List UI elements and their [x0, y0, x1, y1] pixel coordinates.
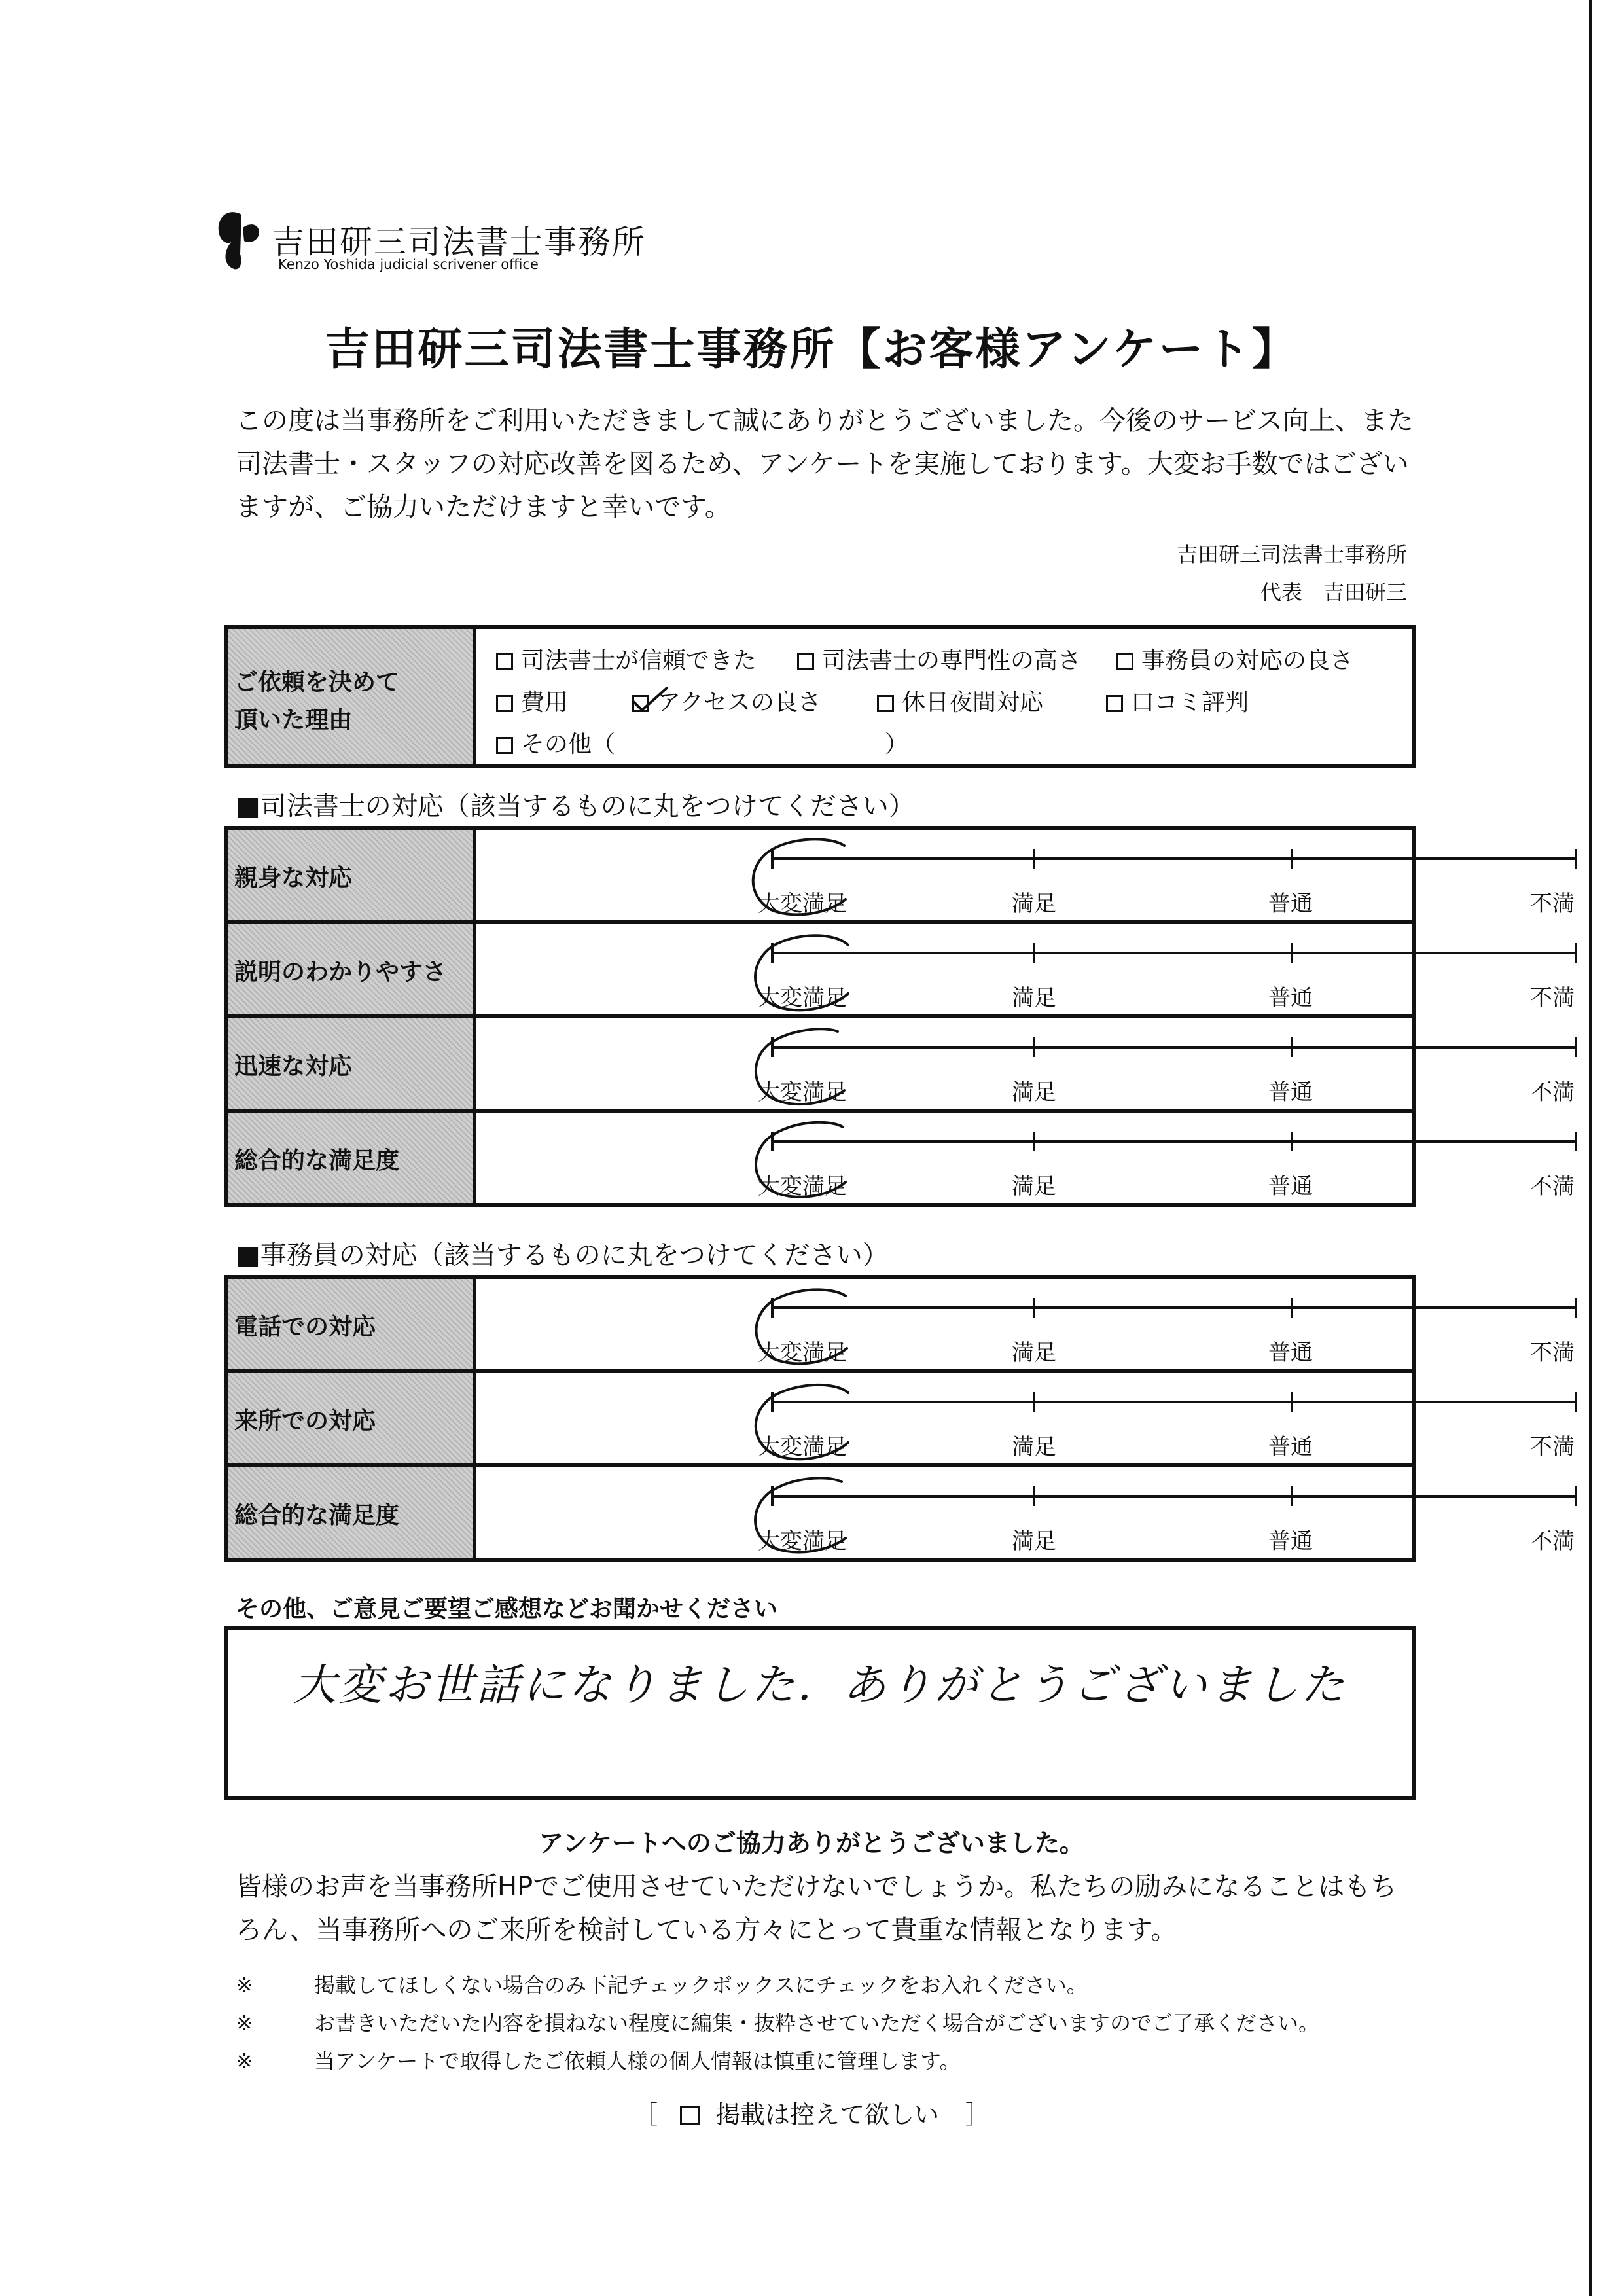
intro-paragraph: この度は当事務所をご利用いただきまして誠にありがとうございました。今後のサービス向上、また司法書士・スタッフの対応改善を図るため、アンケートを実施しております。大変お手数ではございますが、ご協力いただけますと幸いです。	[236, 406, 1414, 522]
checkbox[interactable]	[1106, 695, 1123, 712]
scale-label: 大変満足	[758, 1528, 847, 1554]
butterfly-logo-icon	[213, 208, 265, 274]
checkbox[interactable]	[877, 695, 894, 712]
scale-label: 普通	[1268, 1174, 1313, 1200]
staff-heading: ■事務員の対応（該当するものに丸をつけてください）	[236, 1240, 889, 1270]
rating-scale[interactable]	[542, 1018, 1623, 1117]
scale-label: 普通	[1268, 891, 1313, 917]
rating-scale[interactable]	[542, 1373, 1623, 1471]
rating-scale[interactable]	[542, 1279, 1623, 1377]
row-label: 電話での対応	[234, 1314, 376, 1340]
scale-label: 普通	[1268, 1079, 1313, 1105]
rating-row-staff-3	[224, 1463, 1575, 1562]
handwritten-comment: 大変お世話になりました．ありがとうございました	[293, 1660, 1347, 1710]
reason-option-expertise[interactable]: 司法書士の専門性の高さ	[797, 642, 1081, 675]
scale-label: 満足	[1012, 891, 1056, 917]
row-label: 総合的な満足度	[234, 1147, 400, 1174]
rating-scale[interactable]	[542, 924, 1623, 1022]
scale-label: 普通	[1268, 985, 1313, 1011]
reason-option-trust[interactable]: 司法書士が信頼できた	[496, 642, 757, 675]
rating-row-scrivener-2	[224, 920, 1575, 1018]
reason-option-cost[interactable]: 費用	[496, 684, 568, 717]
rating-scale[interactable]	[542, 830, 1623, 928]
row-label: 総合的な満足度	[234, 1502, 400, 1529]
reasons-label-line2: 頂いた理由	[234, 707, 353, 734]
scale-label: 満足	[1012, 1528, 1056, 1554]
thanks-heading: アンケートへのご協力ありがとうございました。	[539, 1829, 1084, 1857]
scale-label: 不満	[1530, 1528, 1575, 1554]
logo-text: 吉田研三司法書士事務所	[272, 223, 646, 261]
row-label: 親身な対応	[234, 865, 353, 891]
scale-label: 不満	[1530, 1174, 1575, 1200]
handdrawn-circle	[733, 834, 870, 919]
optout-checkbox-row[interactable]	[0, 2094, 1623, 2130]
scale-label: 大変満足	[758, 1340, 847, 1366]
row-label: 来所での対応	[234, 1408, 376, 1435]
optout-checkbox[interactable]	[680, 2106, 700, 2125]
scale-label: 大変満足	[758, 1079, 847, 1105]
scale-label: 普通	[1268, 1528, 1313, 1554]
scale-label: 大変満足	[758, 985, 847, 1011]
reason-option-staff[interactable]: 事務員の対応の良さ	[1116, 642, 1353, 675]
scale-label: 大変満足	[758, 1434, 847, 1460]
reason-option-holiday[interactable]: 休日夜間対応	[877, 684, 1043, 717]
rating-scale[interactable]	[542, 1467, 1623, 1566]
scale-label: 満足	[1012, 1434, 1056, 1460]
scale-label: 満足	[1012, 985, 1056, 1011]
check-mark-icon	[630, 684, 669, 714]
scale-label: 満足	[1012, 1340, 1056, 1366]
office-name: 吉田研三司法書士事務所	[1176, 542, 1407, 567]
page-title: 吉田研三司法書士事務所【お客様アンケート】	[325, 324, 1298, 376]
checkbox[interactable]	[496, 737, 513, 754]
reason-option-other[interactable]: その他（	[496, 726, 615, 759]
scale-label: 不満	[1530, 1079, 1575, 1105]
note-item: ※ 掲載してほしくない場合のみ下記チェックボックスにチェックをお入れください。	[236, 1973, 1088, 1998]
row-label: 迅速な対応	[234, 1053, 353, 1080]
checkbox[interactable]	[797, 653, 814, 670]
reasons-label-line1: ご依頼を決めて	[234, 669, 400, 696]
row-label: 説明のわかりやすさ	[234, 959, 447, 986]
scale-label: 普通	[1268, 1434, 1313, 1460]
scale-label: 大変満足	[758, 891, 847, 917]
reasons-section	[224, 625, 1416, 768]
scale-label: 不満	[1530, 891, 1575, 917]
scale-label: 不満	[1530, 1340, 1575, 1366]
reason-option-access[interactable]: アクセスの良さ	[632, 684, 821, 717]
note-item: ※ お書きいただいた内容を損ねない程度に編集・抜粋させていただく場合がございますのでご了承ください。	[236, 2011, 1320, 2036]
handdrawn-circle	[733, 1471, 870, 1556]
note-item: ※ 当アンケートで取得したご依頼人様の個人情報は慎重に管理します。	[236, 2049, 961, 2073]
checkbox[interactable]	[496, 653, 513, 670]
rating-row-scrivener-4	[224, 1109, 1575, 1207]
rating-row-staff-1	[224, 1275, 1575, 1373]
handdrawn-circle	[733, 1117, 870, 1202]
logo-subtext: Kenzo Yoshida judicial scrivener office	[278, 257, 539, 272]
scale-label: 満足	[1012, 1079, 1056, 1105]
representative-name: 代表 吉田研三	[1260, 580, 1407, 605]
rating-row-staff-2	[224, 1369, 1575, 1467]
scrivener-heading: ■司法書士の対応（該当するものに丸をつけてください）	[236, 791, 915, 821]
scale-label: 不満	[1530, 1434, 1575, 1460]
rating-row-scrivener-1	[224, 826, 1575, 924]
scale-label: 大変満足	[758, 1174, 847, 1200]
rating-scale[interactable]	[542, 1113, 1623, 1211]
checkbox[interactable]	[1116, 653, 1133, 670]
scale-label: 満足	[1012, 1174, 1056, 1200]
scale-label: 普通	[1268, 1340, 1313, 1366]
handdrawn-circle	[733, 928, 870, 1013]
scale-label: 不満	[1530, 985, 1575, 1011]
optout-close-bracket: ］	[965, 2100, 991, 2129]
reason-option-reviews[interactable]: 口コミ評判	[1106, 684, 1249, 717]
reason-other-close: ）	[885, 731, 909, 758]
optout-open-bracket: ［	[632, 2100, 658, 2129]
handdrawn-circle	[733, 1377, 870, 1462]
comments-label: その他、ご意見ご要望ご感想などお聞かせください	[236, 1596, 778, 1623]
comments-box[interactable]	[224, 1626, 1416, 1800]
handdrawn-circle	[733, 1022, 870, 1107]
handdrawn-circle	[733, 1283, 870, 1368]
checkbox[interactable]	[496, 695, 513, 712]
publication-request-paragraph: 皆様のお声を当事務所HPでご使用させていただけないでしょうか。私たちの励みになることはもちろん、当事務所へのご来所を検討している方々にとって貴重な情報となります。	[236, 1872, 1397, 1945]
checkbox-checked[interactable]	[632, 695, 649, 712]
reasons-label-cell	[228, 629, 476, 764]
rating-row-scrivener-3	[224, 1014, 1575, 1113]
optout-label: 掲載は控えて欲しい	[715, 2100, 939, 2129]
